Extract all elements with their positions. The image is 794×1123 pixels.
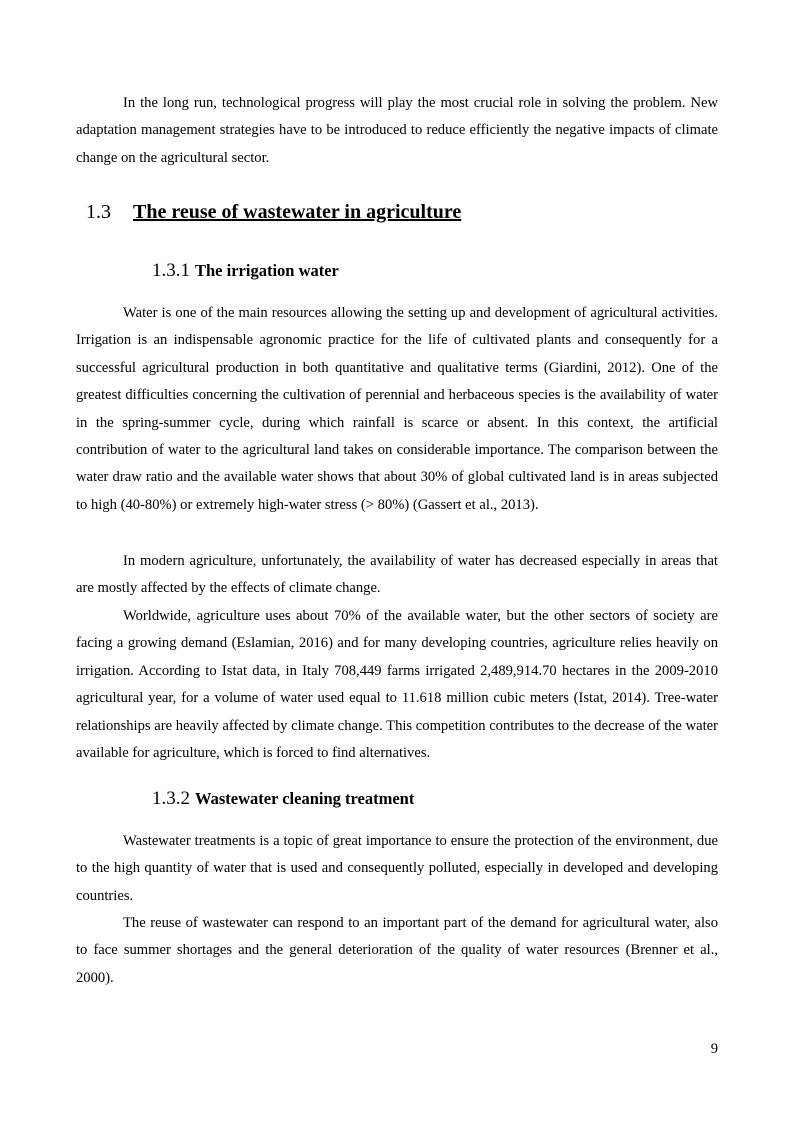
subsection-heading-irrigation — [152, 258, 339, 284]
paragraph-wastewater-reuse: The reuse of wastewater can respond to an important part of the demand for agricultural water, also to face summer shortages and the general deterioration of the quality of water resources (Brenner et al., 2000). — [76, 915, 718, 986]
paragraph-intro: In the long run, technological progress will play the most crucial role in solving the problem. New adaptation management strategies have to be introduced to reduce efficiently the negative impacts of climate change on the agricultural sector. — [76, 95, 718, 166]
subsection-number: 1.3.2 — [152, 788, 190, 809]
section-heading — [86, 197, 461, 227]
section-title: The reuse of wastewater in agriculture — [133, 201, 462, 223]
paragraph-irrigation-water: Water is one of the main resources allowing the setting up and development of agricultural activities. Irrigation is an indispensable agronomic practice for the life of cultivated plants and consequently for a successful agricultural production in both quantitative and qualitative terms (Giardini, 2012). One of the greatest difficulties concerning the cultivation of perennial and herbaceous species is the availability of water in the spring-summer cycle, during which rainfall is scarce or absent. In this context, the artificial contribution of water to the agricultural land takes on considerable importance. The comparison between the water draw ratio and the available water shows that about 30% of global cultivated land is in areas subjected to high (40-80%) or extremely high-water stress (> 80%) (Gassert et al., 2013). — [76, 305, 718, 513]
paragraph-wastewater-treatments: Wastewater treatments is a topic of great importance to ensure the protection of the environment, due to the high quantity of water that is used and consequently polluted, especially in developed and developing countries. — [76, 833, 718, 904]
paragraph-worldwide-agriculture: Worldwide, agriculture uses about 70% of the available water, but the other sectors of society are facing a growing demand (Eslamian, 2016) and for many developing countries, agriculture relies heavily on irrigation. According to Istat data, in Italy 708,449 farms irrigated 2,489,914.70 hectares in the 2009-2010 agricultural year, for a volume of water used equal to 11.618 million cubic meters (Istat, 2014). Tree-water relationships are heavily affected by climate change. This competition contributes to the decrease of the water available for agriculture, which is forced to find alternatives. — [76, 608, 718, 762]
subsection-title: The irrigation water — [195, 261, 339, 280]
paragraph-modern-agriculture: In modern agriculture, unfortunately, the availability of water has decreased especially in areas that are mostly affected by the effects of climate change. — [76, 553, 718, 597]
page-number: 9 — [710, 1041, 718, 1057]
subsection-heading-wastewater — [152, 786, 414, 812]
section-number: 1.3 — [86, 201, 111, 223]
subsection-number: 1.3.1 — [152, 260, 190, 281]
subsection-title: Wastewater cleaning treatment — [195, 789, 415, 808]
